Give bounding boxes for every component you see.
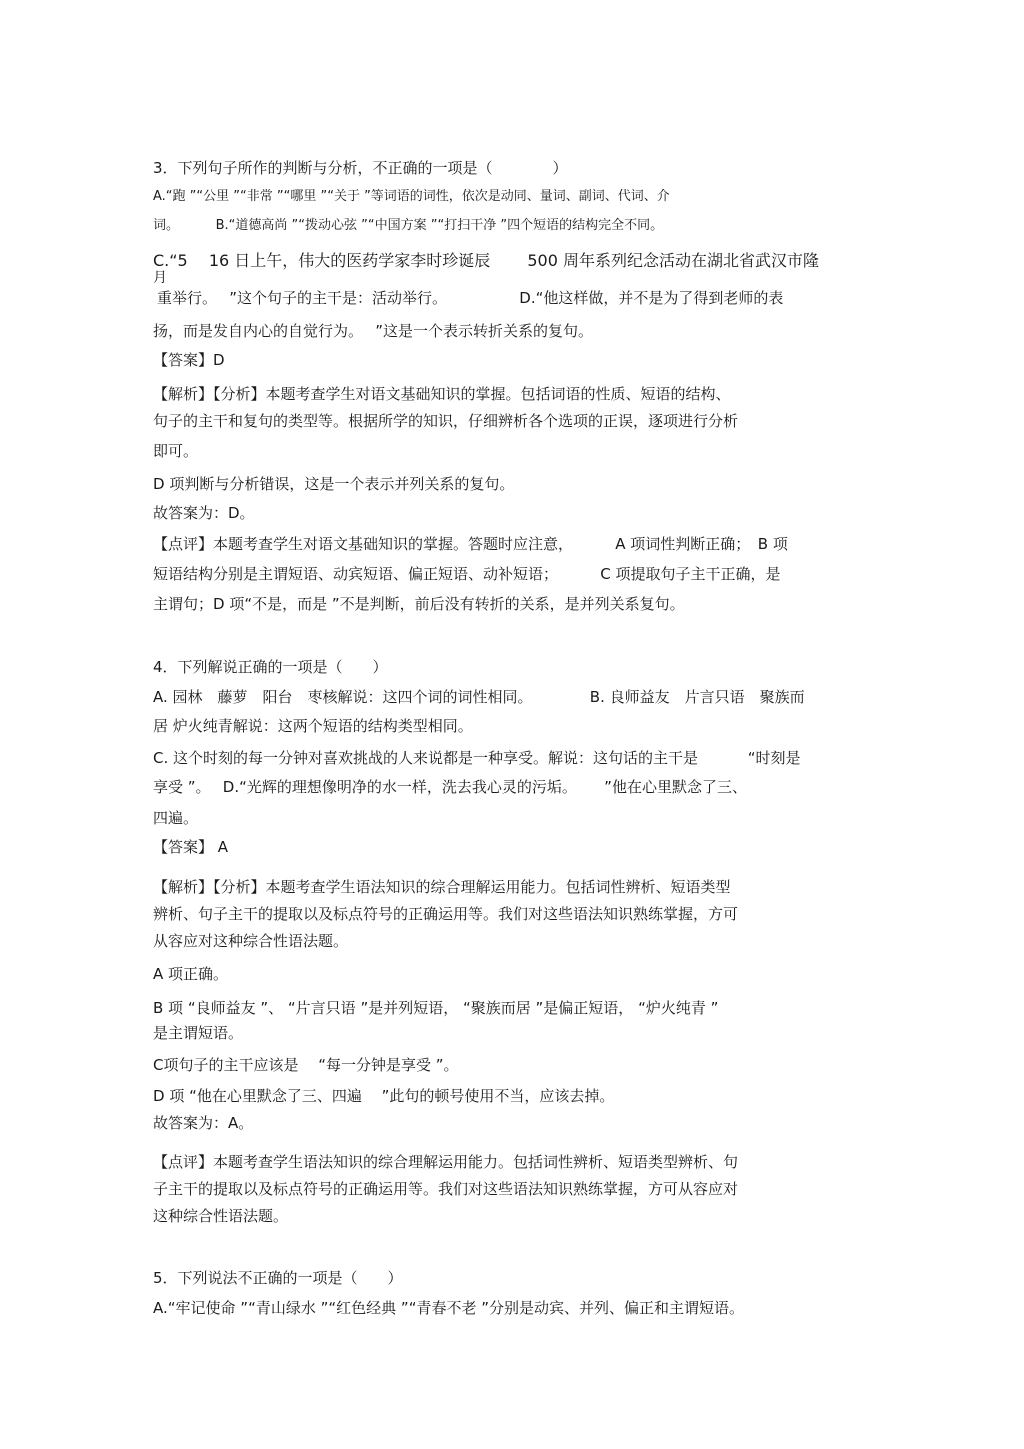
q3-comment-line3: 主谓句；D 项“不是，而是 ”不是判断，前后没有转折的关系，是并列关系复句。 — [153, 595, 685, 613]
q3-option-a-b-line: 词。 B.“道德高尚 ”“拨动心弦 ”“中国方案 ”“打扫干净 ”四个短语的结构完全不同。 — [153, 218, 664, 233]
q3-analysis-line1: 【解析】【分析】本题考查学生对语文基础知识的掌握。包括词语的性质、短语的结构、 — [153, 385, 731, 403]
q4-stem: 4．下列解说正确的一项是（ ） — [153, 658, 388, 676]
q3-analysis-d: D 项判断与分析错误，这是一个表示并列关系的复句。 — [153, 475, 515, 493]
q4-comment-line2: 子主干的提取以及标点符号的正确运用等。我们对这些语法知识熟练掌握，方可从容应对 — [153, 1180, 739, 1198]
q5-stem: 5．下列说法不正确的一项是（ ） — [153, 1269, 403, 1287]
q3-comment-line1: 【点评】本题考查学生对语文基础知识的掌握。答题时应注意， A 项词性判断正确； B 项 — [153, 535, 788, 553]
q3-option-c-d-line: 重举行。 ”这个句子的主干是：活动举行。 D.“他这样做，并不是为了得到老师的表 — [157, 289, 784, 307]
q4-option-c-line1: C. 这个时刻的每一分钟对喜欢挑战的人来说都是一种享受。解说：这句话的主干是 “时刻是 — [153, 749, 801, 767]
q3-comment-line2: 短语结构分别是主谓短语、动宾短语、偏正短语、动补短语； C 项提取句子主干正确，是 — [153, 565, 781, 583]
q4-analysis-line3: 从容应对这种综合性语法题。 — [153, 932, 349, 950]
q4-analysis-b-line2: 是主谓短语。 — [153, 1024, 244, 1042]
q4-option-b-line2: 居 炉火纯青解说：这两个短语的结构类型相同。 — [153, 717, 473, 735]
q3-option-d-line2: 扬，而是发自内心的自觉行为。 ”这是一个表示转折关系的复句。 — [153, 322, 594, 340]
q3-answer: 【答案】D — [153, 351, 225, 369]
q4-analysis-line1: 【解析】【分析】本题考查学生语法知识的综合理解运用能力。包括词性辨析、短语类型 — [153, 878, 731, 896]
q5-option-a: A.“牢记使命 ”“青山绿水 ”“红色经典 ”“青春不老 ”分别是动宾、并列、偏正和主谓短语。 — [153, 1299, 745, 1317]
q3-option-c-line1: C.“5 16 日上午，伟大的医药学家李时珍诞辰 500 周年系列纪念活动在湖北省武汉市隆 — [153, 251, 819, 270]
q4-option-c-d-line: 享受 ”。 D.“光辉的理想像明净的水一样，洗去我心灵的污垢。 ”他在心里默念了三、 — [153, 778, 747, 796]
q4-answer: 【答案】 A — [153, 838, 229, 856]
q4-comment-line1: 【点评】本题考查学生语法知识的综合理解运用能力。包括词性辨析、短语类型辨析、句 — [153, 1153, 739, 1171]
q4-option-a-b-line: A. 园林 藤萝 阳台 枣核解说：这四个词的词性相同。 B. 良师益友 片言只语 聚族而 — [153, 688, 805, 706]
q3-stem: 3．下列句子所作的判断与分析，不正确的一项是（ ） — [153, 159, 568, 177]
q3-final-answer: 故答案为：D。 — [153, 504, 255, 522]
q4-final-answer: 故答案为：A。 — [153, 1114, 254, 1132]
q4-analysis-a: A 项正确。 — [153, 965, 229, 983]
q4-option-d-line2: 四遍。 — [153, 809, 199, 827]
q3-option-a-line1: A.“跑 ”“公里 ”“非常 ”“哪里 ”“关于 ”等词语的词性，依次是动同、量词、副词、代词、介 — [153, 189, 670, 204]
q4-comment-line3: 这种综合性语法题。 — [153, 1207, 289, 1225]
q4-analysis-d: D 项 “他在心里默念了三、四遍 ”此句的顿号使用不当，应该去掉。 — [153, 1087, 615, 1105]
q3-option-c-fragment: 月 — [153, 270, 167, 286]
q4-analysis-c: C项句子的主干应该是 “每一分钟是享受 ”。 — [153, 1056, 459, 1074]
q3-analysis-line2: 句子的主干和复句的类型等。根据所学的知识，仔细辨析各个选项的正误，逐项进行分析 — [153, 412, 739, 430]
q3-analysis-line3: 即可。 — [153, 442, 199, 460]
q4-analysis-line2: 辨析、句子主干的提取以及标点符号的正确运用等。我们对这些语法知识熟练掌握，方可 — [153, 905, 739, 923]
q4-analysis-b-line1: B 项 “良师益友 ”、 “片言只语 ”是并列短语， “聚族而居 ”是偏正短语， “炉火纯青 ” — [153, 999, 719, 1017]
